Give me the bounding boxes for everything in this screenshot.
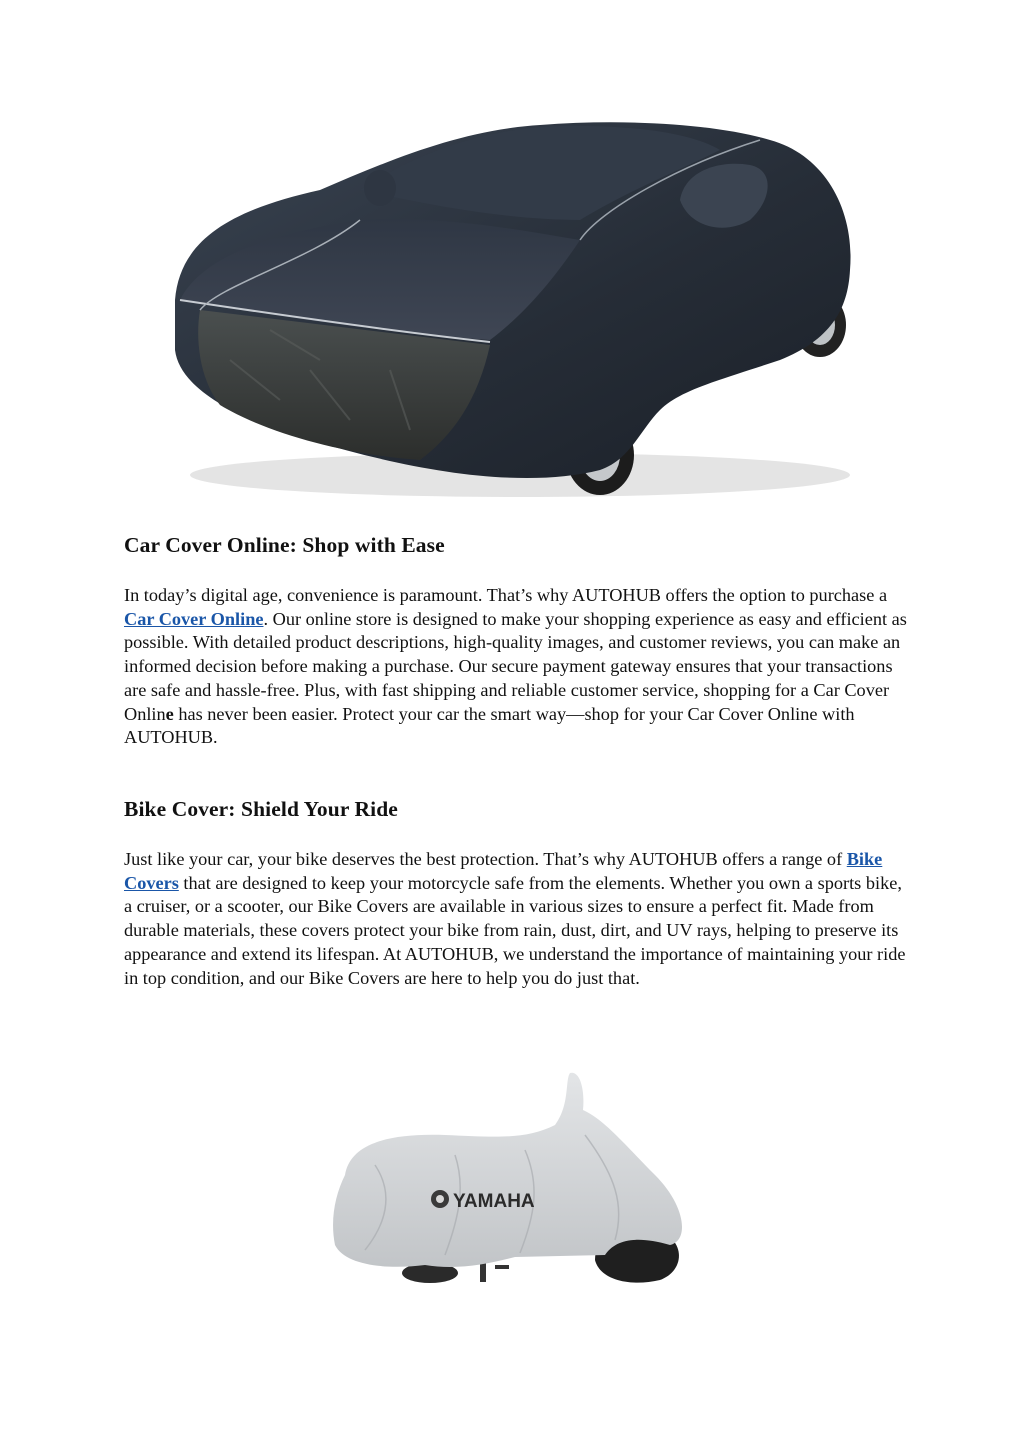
car-cover-online-link[interactable]: Car Cover Online: [124, 608, 264, 629]
car-cover-image: [160, 70, 860, 510]
car-cover-text-part-1: In today’s digital age, convenience is paramount. That’s why AUTOHUB offers the option to purchase a: [124, 585, 888, 605]
bike-cover-text-part-2: that are designed to keep your motorcycle safe from the elements. Whether you own a sports bike, a cruiser, or a scooter, our Bike Covers are available in various sizes to ensure a perfect fit. Made from durable materials, these covers protect your bike from rain, dust, dirt, and UV rays, helping to preserve its appearance and extend its lifespan. At AUTOHUB, we understand the importance of maintaining your ride in top condition, and our Bike Covers are here to help you do just that.: [124, 872, 906, 988]
car-cover-text-part-2: . Our online store is designed to make your shopping experience as easy and efficient as possible. With detailed product descriptions, high-quality images, and customer reviews, you can make an informed decision before making a purchase. Our secure payment gateway ensures that your transactions are safe and hassle-free. Plus, with fast shipping and reliable customer service, shopping for a Car Cover Onlin: [124, 608, 907, 724]
bike-cover-paragraph: [124, 848, 914, 990]
car-cover-heading: Car Cover Online: Shop with Ease: [124, 533, 445, 557]
bike-cover-text-part-1: Just like your car, your bike deserves the best protection. That’s why AUTOHUB offers a range of: [124, 849, 847, 869]
car-cover-bold-letter: e: [165, 703, 174, 724]
bike-cover-heading: Bike Cover: Shield Your Ride: [124, 797, 398, 821]
bike-covers-link[interactable]: Bike Covers: [124, 849, 883, 893]
yamaha-logo-text: YAMAHA: [453, 1191, 535, 1212]
car-cover-paragraph: [124, 584, 914, 750]
bike-cover-image: [325, 1065, 695, 1290]
car-cover-text-part-3: has never been easier. Protect your car the smart way—shop for your Car Cover Online with AUTOHUB.: [124, 703, 855, 748]
